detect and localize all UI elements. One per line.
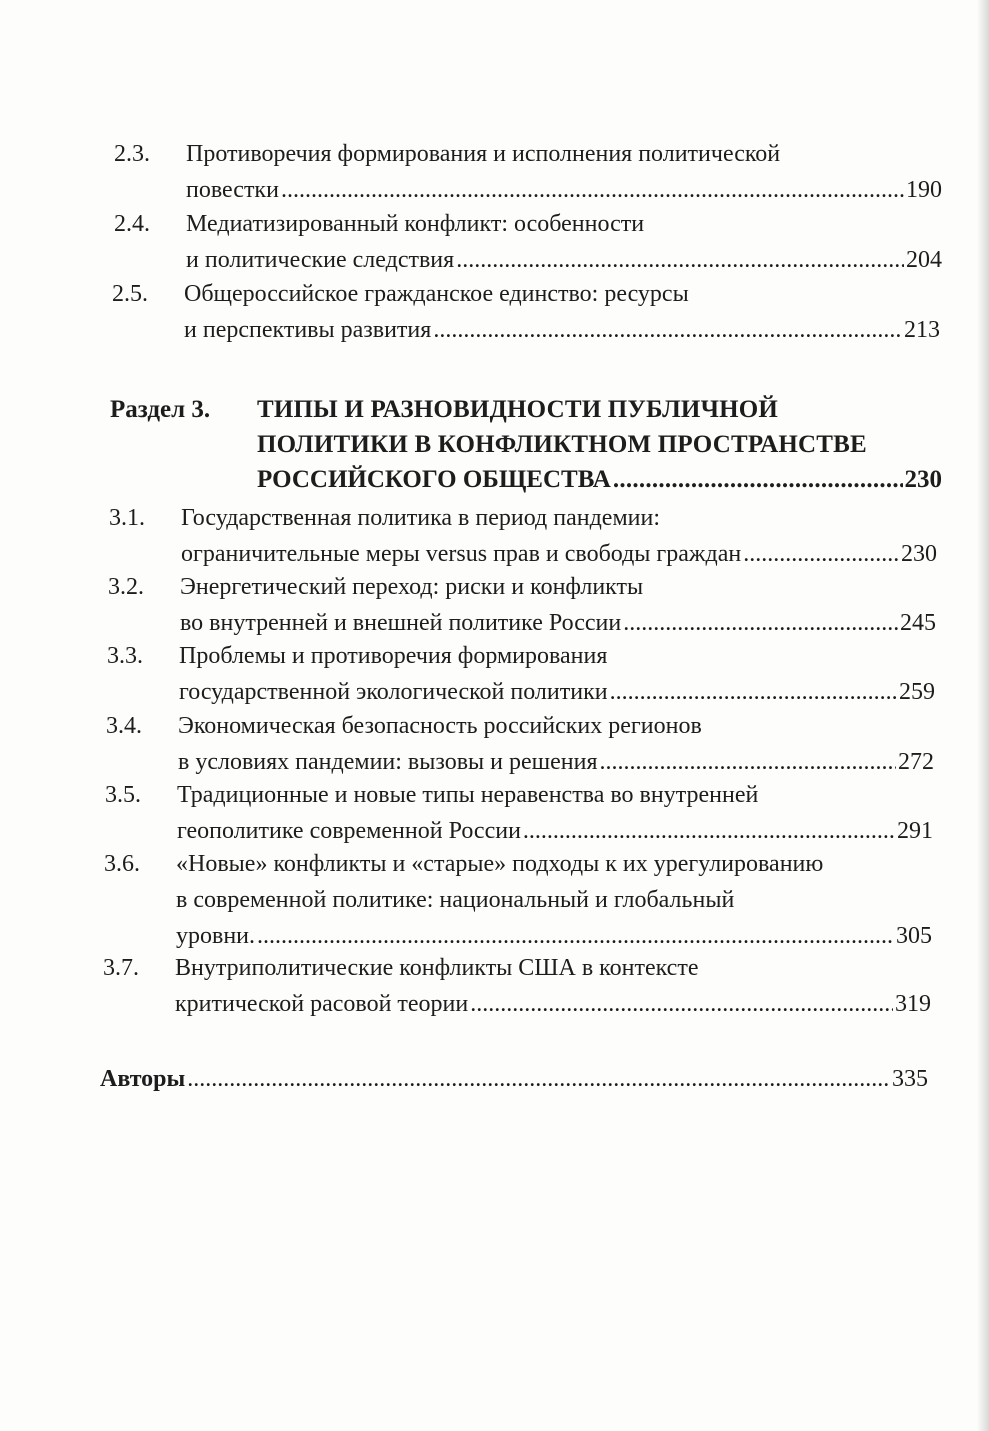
entry-number: 2.4.: [114, 211, 150, 237]
toc-entry-3-7[interactable]: [103, 950, 931, 1022]
dot-leader: [456, 242, 904, 278]
section-title-line: ПОЛИТИКИ В КОНФЛИКТНОМ ПРОСТРАНСТВЕ: [257, 431, 867, 458]
entry-number: 3.5.: [105, 782, 141, 808]
page-number: 259: [899, 679, 935, 705]
entry-title-line: Проблемы и противоречия формирования: [179, 643, 608, 669]
toc-entry-authors[interactable]: [100, 1061, 928, 1097]
page-number: 190: [906, 177, 942, 203]
page-number: 291: [897, 818, 933, 844]
entry-number: 3.1.: [109, 505, 145, 531]
toc-entry-3-3[interactable]: [107, 638, 935, 710]
entry-title-last-line: ограничительные меры versus прав и свободы граждан: [181, 541, 742, 567]
dot-leader: [600, 744, 896, 780]
entry-title-last-line: во внутренней и внешней политике России: [180, 610, 622, 636]
toc-section-3[interactable]: [110, 392, 942, 497]
dot-leader: [187, 1061, 890, 1097]
toc-entry-2-3[interactable]: [114, 136, 942, 208]
entry-title-line: Медиатизированный конфликт: особенности: [186, 211, 645, 237]
page-number: 213: [904, 317, 940, 343]
dot-leader: [523, 813, 895, 849]
dot-leader: [433, 312, 902, 348]
entry-number: 3.7.: [103, 955, 139, 981]
dot-leader: [623, 605, 898, 641]
entry-number: 2.5.: [112, 281, 148, 307]
entry-title-line: Государственная политика в период пандемии:: [181, 505, 660, 531]
entry-title-line: Экономическая безопасность российских регионов: [178, 713, 702, 739]
page-number: 272: [898, 749, 934, 775]
entry-title-last-line: и перспективы развития: [184, 317, 432, 343]
toc-entry-3-4[interactable]: [106, 708, 934, 780]
entry-title-last-line: критической расовой теории: [175, 991, 469, 1017]
entry-title-line: Традиционные и новые типы неравенства во внутренней: [177, 782, 759, 808]
entry-title-last-line: геополитике современной России: [177, 818, 521, 844]
entry-number: 2.3.: [114, 141, 150, 167]
toc-entry-3-1[interactable]: [109, 500, 937, 572]
entry-number: 3.6.: [104, 851, 140, 877]
page-number: 230: [901, 541, 937, 567]
entry-title-line: «Новые» конфликты и «старые» подходы к их урегулированию: [176, 851, 824, 877]
entry-title-line: в современной политике: национальный и глобальный: [176, 887, 735, 913]
entry-title-last-line: повестки: [186, 177, 279, 203]
dot-leader: [613, 462, 903, 497]
entry-title-last-line: в условиях пандемии: вызовы и решения: [178, 749, 598, 775]
toc-entry-3-6[interactable]: [104, 846, 932, 954]
dot-leader: [470, 986, 893, 1022]
entry-number: 3.4.: [106, 713, 142, 739]
authors-label: Авторы: [100, 1066, 186, 1092]
entry-title-last-line: и политические следствия: [186, 247, 455, 273]
entry-title-line: Энергетический переход: риски и конфликты: [180, 574, 644, 600]
section-label: Раздел 3.: [110, 396, 211, 423]
toc-entry-3-2[interactable]: [108, 569, 936, 641]
section-title-last-line: РОССИЙСКОГО ОБЩЕСТВА: [257, 466, 611, 493]
entry-title-line: Внутриполитические конфликты США в контексте: [175, 955, 699, 981]
entry-title-last-line: уровни.: [176, 923, 256, 949]
page-number: 335: [892, 1066, 928, 1092]
page-number: 319: [895, 991, 931, 1017]
page-number: 245: [900, 610, 936, 636]
dot-leader: [257, 918, 894, 954]
dot-leader: [610, 674, 897, 710]
entry-number: 3.3.: [107, 643, 143, 669]
toc-entry-2-5[interactable]: [112, 276, 940, 348]
page-number: 230: [904, 466, 942, 493]
entry-number: 3.2.: [108, 574, 144, 600]
dot-leader: [281, 172, 904, 208]
toc-entry-3-5[interactable]: [105, 777, 933, 849]
toc-entry-2-4[interactable]: [114, 206, 942, 278]
page-number: 305: [896, 923, 932, 949]
entry-title-line: Общероссийское гражданское единство: ресурсы: [184, 281, 689, 307]
page-number: 204: [906, 247, 942, 273]
dot-leader: [743, 536, 899, 572]
entry-title-line: Противоречия формирования и исполнения политической: [186, 141, 781, 167]
entry-title-last-line: государственной экологической политики: [179, 679, 608, 705]
section-title-line: ТИПЫ И РАЗНОВИДНОСТИ ПУБЛИЧНОЙ: [257, 396, 779, 423]
